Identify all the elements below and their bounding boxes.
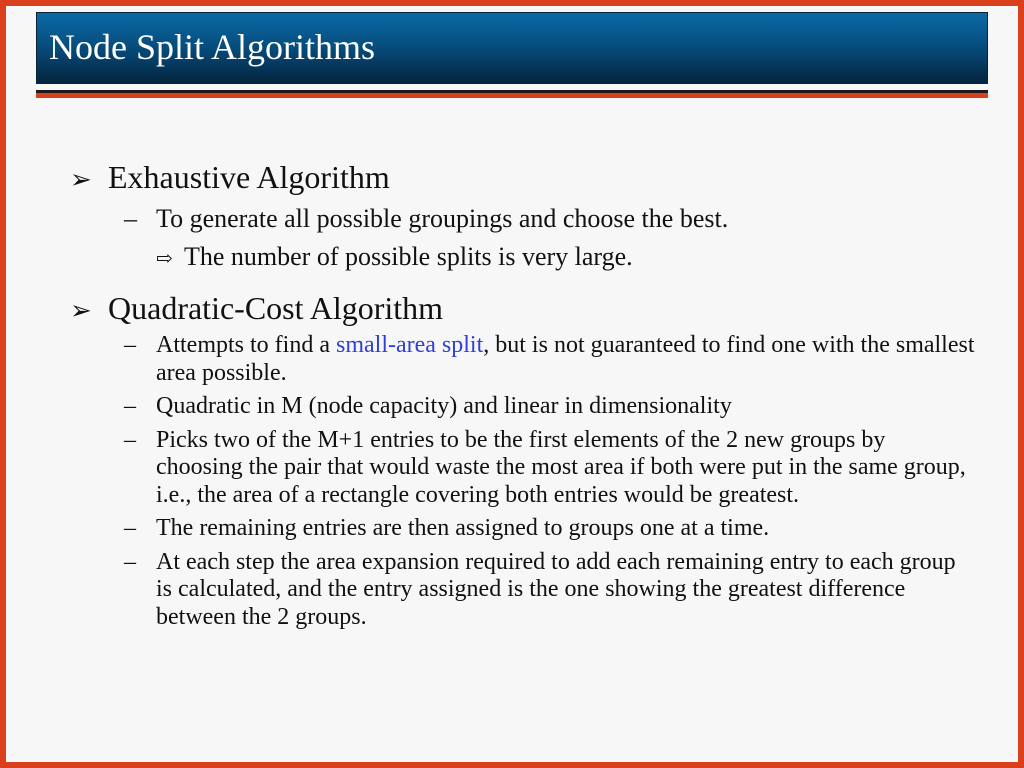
sub-bullet (66, 515, 976, 543)
sub-bullet (66, 393, 976, 421)
bullet-quadratic-cost-algorithm (66, 289, 976, 330)
sub-bullet-text: Quadratic in M (node capacity) and linear in dimensionality (156, 393, 732, 419)
sub-bullet (66, 549, 976, 632)
sub-bullet-text: Picks two of the M+1 entries to be the first elements of the 2 new groups by choosing the pair that would waste the most area if both were put in the same group, i.e., the area of a rectangle covering both entries would be greatest. (156, 426, 966, 508)
text-segment: , but is not guaranteed to find one with the smallest area possible. (156, 332, 975, 386)
sub-bullet-text: At each step the area expansion required to add each remaining entry to each group is calculated, and the entry assigned is the one showing the greatest difference between the 2 groups. (156, 548, 956, 630)
arrowhead-bullet-icon: ➢ (70, 165, 92, 194)
sub-bullet-text: To generate all possible groupings and choose the best. (156, 204, 729, 233)
bullet-heading: Exhaustive Algorithm (108, 159, 390, 195)
sub-bullet-text (156, 332, 976, 387)
sub-bullet (66, 332, 976, 387)
dash-marker: – (124, 515, 136, 541)
dash-marker: – (124, 204, 137, 233)
sub-sub-bullet-text: The number of possible splits is very large. (184, 242, 633, 271)
dash-marker: – (124, 393, 136, 419)
dash-marker: – (124, 332, 136, 358)
sub-bullet (66, 427, 976, 510)
slide-title: Node Split Algorithms (49, 27, 376, 67)
arrowhead-bullet-icon: ➢ (70, 296, 92, 325)
slide-body (66, 156, 976, 631)
sub-bullet-text: The remaining entries are then assigned to groups one at a time. (156, 515, 770, 541)
title-bar (36, 12, 988, 84)
dash-marker: – (124, 548, 136, 575)
highlighted-term: small-area split (335, 332, 484, 358)
text-segment: Attempts to find a (156, 332, 336, 358)
sub-sub-bullet (66, 241, 976, 275)
title-underline-orange (36, 93, 988, 98)
dash-marker: – (124, 426, 136, 453)
sub-bullet (66, 203, 976, 235)
bullet-heading: Quadratic-Cost Algorithm (108, 290, 444, 326)
outline-right-arrow-icon: ⇨ (156, 248, 173, 270)
bullet-exhaustive-algorithm (66, 158, 976, 199)
